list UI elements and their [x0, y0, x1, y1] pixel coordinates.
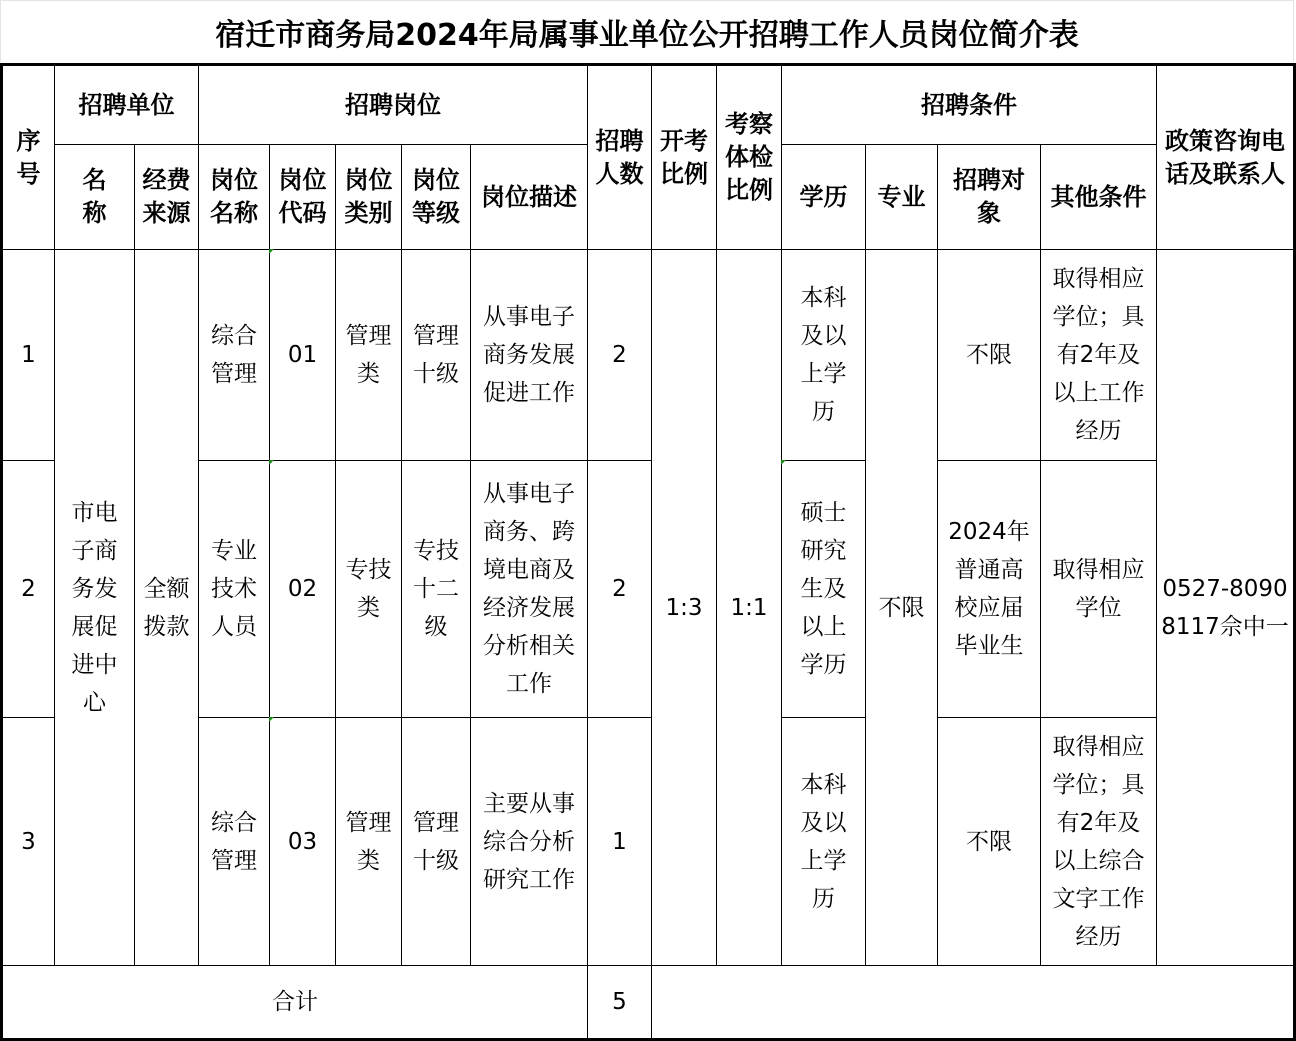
header-target: 招聘对象 — [938, 145, 1041, 250]
total-headcount: 5 — [588, 966, 652, 1040]
cell-unit-name: 市电子商务发展促进中心 — [55, 250, 135, 966]
total-row — [2, 966, 1295, 1040]
header-funding: 经费来源 — [135, 145, 199, 250]
cell-post-desc: 从事电子商务发展促进工作 — [471, 250, 588, 461]
cell-post-name: 综合管理 — [199, 718, 270, 966]
cell-contact: 0527-80908117佘中一 — [1157, 250, 1295, 966]
cell-seq: 1 — [2, 250, 55, 461]
cell-post-category: 管理类 — [336, 250, 402, 461]
header-major: 专业 — [866, 145, 938, 250]
cell-seq: 3 — [2, 718, 55, 966]
header-seq: 序号 — [2, 65, 55, 250]
header-conditions-group: 招聘条件 — [782, 65, 1157, 145]
cell-post-desc: 从事电子商务、跨境电商及经济发展分析相关工作 — [471, 461, 588, 718]
header-post-grade: 岗位等级 — [402, 145, 471, 250]
cell-target: 不限 — [938, 250, 1041, 461]
cell-headcount: 2 — [588, 461, 652, 718]
cell-other: 取得相应学位；具有2年及以上工作经历 — [1041, 250, 1157, 461]
header-post-name: 岗位名称 — [199, 145, 270, 250]
title-bar — [0, 0, 1294, 62]
cell-major: 不限 — [866, 250, 938, 966]
cell-post-name: 综合管理 — [199, 250, 270, 461]
total-empty — [652, 966, 1295, 1040]
cell-target: 不限 — [938, 718, 1041, 966]
cell-other: 取得相应学位；具有2年及以上综合文字工作经历 — [1041, 718, 1157, 966]
cell-education: 本科及以上学历 — [782, 718, 866, 966]
cell-education: 硕士研究生及以上学历 — [782, 461, 866, 718]
cell-post-code: 01 — [270, 250, 336, 461]
cell-post-grade: 专技十二级 — [402, 461, 471, 718]
cell-inspect-ratio: 1:1 — [717, 250, 782, 966]
table-row — [2, 250, 1295, 461]
header-post-desc: 岗位描述 — [471, 145, 588, 250]
cell-post-code: 02 — [270, 461, 336, 718]
total-label: 合计 — [2, 966, 588, 1040]
cell-post-desc: 主要从事综合分析研究工作 — [471, 718, 588, 966]
cell-post-category: 专技类 — [336, 461, 402, 718]
header-contact: 政策咨询电话及联系人 — [1157, 65, 1295, 250]
cell-education: 本科及以上学历 — [782, 250, 866, 461]
cell-post-code: 03 — [270, 718, 336, 966]
cell-headcount: 2 — [588, 250, 652, 461]
cell-other: 取得相应学位 — [1041, 461, 1157, 718]
header-unit-name: 名 称 — [55, 145, 135, 250]
header-row-1 — [2, 65, 1295, 145]
cell-exam-ratio: 1:3 — [652, 250, 717, 966]
cell-headcount: 1 — [588, 718, 652, 966]
header-post-code: 岗位代码 — [270, 145, 336, 250]
cell-post-category: 管理类 — [336, 718, 402, 966]
header-headcount: 招聘人数 — [588, 65, 652, 250]
cell-funding: 全额拨款 — [135, 250, 199, 966]
header-exam-ratio: 开考比例 — [652, 65, 717, 250]
header-education: 学历 — [782, 145, 866, 250]
cell-seq: 2 — [2, 461, 55, 718]
header-inspect-ratio: 考察体检比例 — [717, 65, 782, 250]
cell-post-grade: 管理十级 — [402, 718, 471, 966]
cell-post-grade: 管理十级 — [402, 250, 471, 461]
cell-post-name: 专业技术人员 — [199, 461, 270, 718]
cell-target: 2024年普通高校应届毕业生 — [938, 461, 1041, 718]
header-unit-group: 招聘单位 — [55, 65, 199, 145]
page-title: 宿迁市商务局2024年局属事业单位公开招聘工作人员岗位简介表 — [215, 17, 1079, 53]
header-post-group: 招聘岗位 — [199, 65, 588, 145]
recruitment-table — [0, 63, 1296, 1041]
header-other: 其他条件 — [1041, 145, 1157, 250]
header-post-category: 岗位类别 — [336, 145, 402, 250]
